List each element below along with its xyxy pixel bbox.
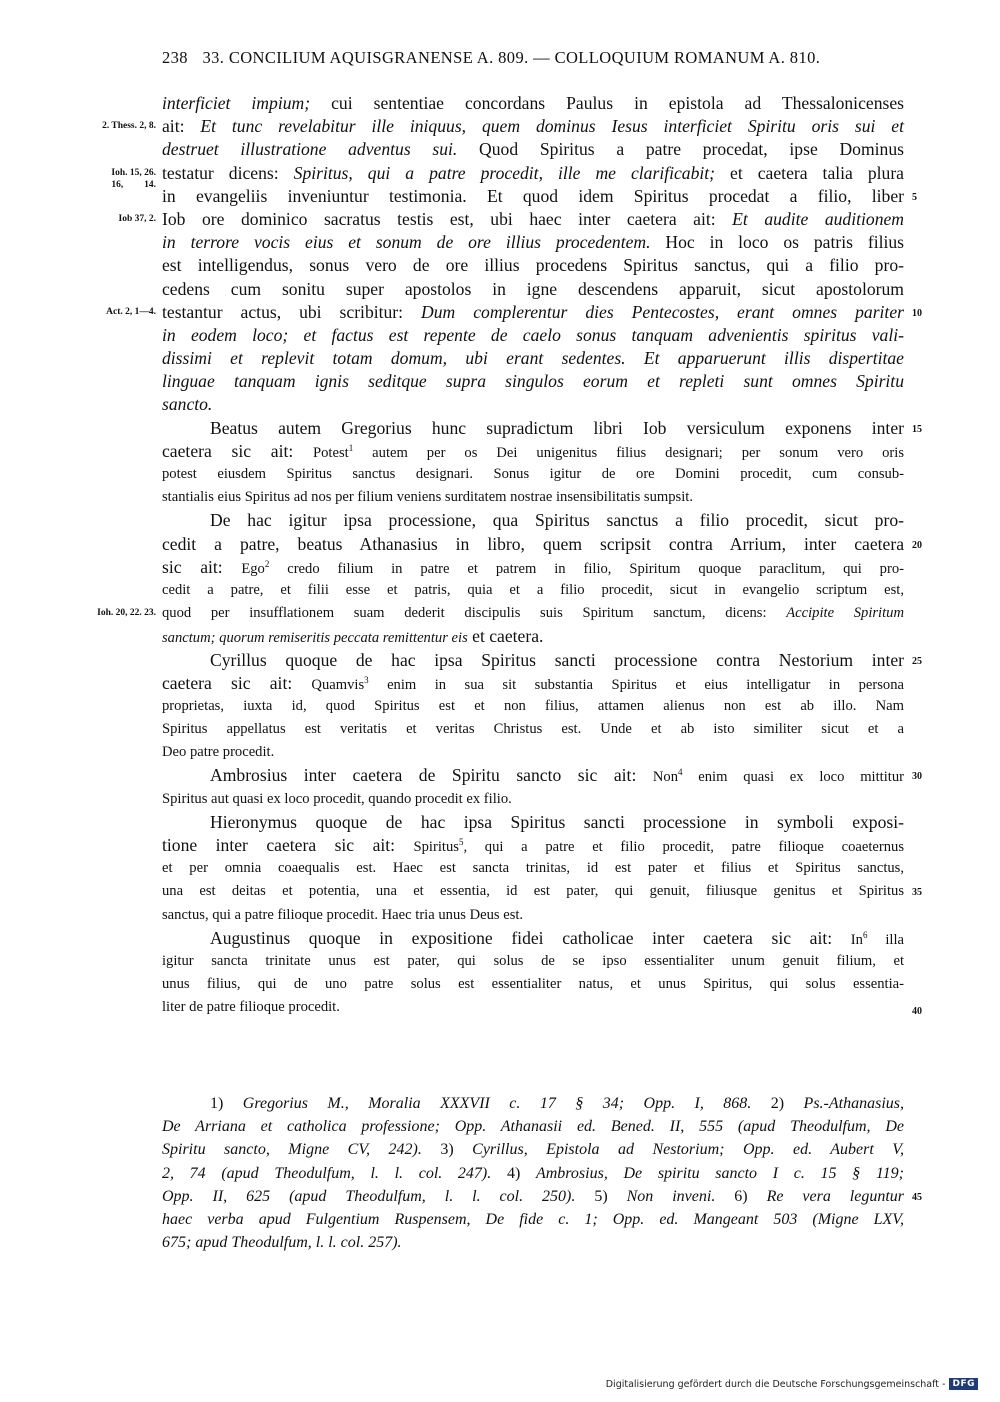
- footnote-ref: 1: [348, 442, 354, 453]
- footnote-ref: 4: [678, 767, 683, 778]
- text-line: Act. 2, 1—4. testantur actus, ubi scribitur: Dum complerentur dies Pentecostes, erant omnes pariter 10: [162, 301, 904, 324]
- dfg-logo: DFG: [949, 1378, 978, 1390]
- footnote-line: 1) Gregorius M., Moralia XXXVII c. 17 § 34; Opp. I, 868. 2) Ps.-Athanasius,: [210, 1095, 904, 1112]
- text-line: Spiritus aut quasi ex loco procedit, quando procedit ex filio.: [162, 790, 512, 807]
- text-line: destruet illustratione adventus sui. Quod Spiritus a patre procedat, ipse Dominus: [162, 139, 904, 160]
- line-number: 10: [912, 307, 922, 319]
- text-line: dissimi et replevit totam domum, ubi erant sedentes. Et apparuerunt illis dispertitae: [162, 348, 904, 369]
- text-line: igitur sancta trinitate unus est pater, qui solus de se ipso essentialiter unum genuit filium, et: [162, 952, 904, 969]
- footnote-line: 2, 74 (apud Theodulfum, l. l. col. 247). 4) Ambrosius, De spiritu sancto I c. 15 § 119;: [162, 1164, 904, 1182]
- margin-reference: Iob 37, 2.: [118, 213, 156, 224]
- margin-reference: Act. 2, 1—4.: [106, 306, 156, 317]
- footnote-ref: 2: [264, 558, 270, 569]
- text-line: cedit a patre, et filii esse et patris, quia et a filio procedit, sicut in evangelio scriptum est,: [162, 581, 904, 598]
- text-line: interficiet impium; cui sententiae concordans Paulus in epistola ad Thessalonicenses: [162, 93, 904, 113]
- digitization-credit: [606, 1378, 978, 1390]
- line-number: 30: [912, 771, 922, 783]
- text-line: Spiritus appellatus est veritatis et veritas Christus est. Unde et ab isto similiter sicut et a: [162, 721, 904, 738]
- text-line: Deo patre procedit.: [162, 744, 275, 761]
- text-line: unus filius, qui de uno patre solus est essentialiter natus, et unus Spiritus, qui solus essentia-: [162, 976, 904, 993]
- text-line: 2. Thess. 2, 8. ait: Et tunc revelabitur ille iniquus, quem dominus Iesus interficiet Spiritu oris sui et: [102, 116, 905, 137]
- main-text: [97, 92, 922, 1020]
- text-line: linguae tanquam ignis seditque supra singulos eorum et repleti sunt omnes Spiritu: [162, 371, 904, 392]
- margin-reference: Ioh. 20, 22. 23.: [97, 608, 156, 619]
- header-title: 33. CONCILIUM AQUISGRANENSE A. 809. — COLLOQUIUM ROMANUM A. 810.: [202, 48, 821, 67]
- margin-reference: 2. Thess. 2, 8.: [102, 121, 156, 132]
- text-line: De hac igitur ipsa processione, qua Spiritus sanctus a filio procedit, sicut pro-: [210, 510, 904, 531]
- text-line: et per omnia coaequalis est. Haec est sancta trinitas, id est pater et filius et Spiritus sanctus,: [162, 860, 904, 877]
- margin-reference: Ioh. 15, 26. 16, 14.: [111, 167, 156, 190]
- text-line: sic ait: Ego$^2$ credo filium in patre et patrem in filio, Spiritum quoque paraclitum, qui pro-: [162, 556, 904, 577]
- text-line: sancto.: [162, 394, 213, 415]
- text-line: cedit a patre, beatus Athanasius in libro, quem scripsit contra Arrium, inter caetera 20: [162, 533, 904, 556]
- text-line: caetera sic ait: Potest$^1$ autem per os Dei unigenitus filius designari; per sonum vero oris: [162, 440, 904, 461]
- page-number: 238: [162, 48, 188, 67]
- text-line: Hieronymus quoque de hac ipsa Spiritus sancti processione in symboli exposi-: [210, 811, 904, 832]
- credit-text: Digitalisierung gefördert durch die Deutsche Forschungsgemeinschaft -: [605, 1378, 946, 1390]
- text-line: in eodem loco; et factus est repente de caelo sonus tanquam advenientis spiritus vali-: [162, 324, 904, 345]
- text-line: Cyrillus quoque de hac ipsa Spiritus sancti processione contra Nestorium inter 25: [162, 649, 904, 672]
- text-line: tione inter caetera sic ait: Spiritus$^5$, qui a patre et filio procedit, patre filioque coaeternus: [162, 835, 904, 855]
- text-line: Beatus autem Gregorius hunc supradictum libri Iob versiculum exponens inter 15: [162, 417, 904, 440]
- text-line: Ioh. 15, 26. 16, 14. testatur dicens: Spiritus, qui a patre procedit, ille me clarificabit; et caetera talia plura: [111, 162, 904, 190]
- text-line: sanctus, qui a patre filioque procedit. Haec tria unus Deus est.: [162, 906, 524, 923]
- text-line: Ioh. 20, 22. 23. quod per insufflationem suam dederit discipulis suis Spiritum sanctum, dicens: Accipite Spiritum: [162, 602, 904, 625]
- text-line: Augustinus quoque in expositione fidei catholicae inter caetera sic ait: In$^6$ illa: [210, 927, 904, 948]
- text-line: proprietas, iuxta id, quod Spiritus est et non filius, attamen alienus non est ab illo. Nam: [162, 697, 904, 714]
- footnote-line: 675; apud Theodulfum, l. l. col. 257).: [162, 1234, 402, 1252]
- text-line: sanctum; quorum remiseritis peccata remittentur eis et caetera.: [162, 626, 544, 647]
- line-number: 5: [912, 191, 917, 203]
- line-number: 20: [912, 539, 922, 551]
- line-number: 40: [912, 1006, 922, 1018]
- text-line: caetera sic ait: Quamvis$^3$ enim in sua sit substantia Spiritus et eius intelligatur in persona: [162, 672, 904, 693]
- footnote-line: haec verba apud Fulgentium Ruspensem, De fide c. 1; Opp. ed. Mangeant 503 (Migne LXV,: [162, 1210, 904, 1228]
- text-line: cedens cum sonitu super apostolos in igne descendens apparuit, sicut apostolorum: [162, 278, 904, 299]
- footnote-line: Opp. II, 625 (apud Theodulfum, l. l. col. 250). 5) Non inveni. 6) Re vera leguntur 45: [162, 1185, 904, 1208]
- text-line: in terrore vocis eius et sonum de ore illius procedentem. Hoc in loco os patris filius: [162, 232, 904, 253]
- text-line: stantialis eius Spiritus ad nos per filium veniens surditatem nostrae insensibilitatis sumpsit.: [162, 489, 693, 506]
- text-line: Iob 37, 2. Iob ore dominico sacratus testis est, ubi haec inter caetera ait: Et audite auditionem: [118, 208, 905, 229]
- text-line: potest eiusdem Spiritus sanctus designari. Sonus igitur de ore Domini procedit, cum consub-: [162, 466, 904, 482]
- footnote-ref: 3: [364, 674, 369, 685]
- line-number: 25: [912, 655, 922, 667]
- text-line: est intelligendus, sonus vero de ore illius procedens Spiritus sanctus, qui a filio pro-: [162, 255, 904, 276]
- text-line: una est deitas et potentia, una et essentia, id est pater, qui genuit, filiusque genitus et Spiritus 35: [162, 880, 904, 903]
- footnote-line: De Arriana et catholica professione; Opp. Athanasii ed. Bened. II, 555 (apud Theodulfum, De: [162, 1118, 904, 1136]
- text-line: Ambrosius inter caetera de Spiritu sancto sic ait: Non$^4$ enim quasi ex loco mittitur 30: [162, 764, 904, 787]
- text-line: in evangeliis inveniuntur testimonia. Et quod idem Spiritus procedat a filio, liber 5: [162, 185, 904, 208]
- line-number: 15: [912, 423, 922, 435]
- line-number: 35: [912, 887, 922, 899]
- line-number: 45: [912, 1191, 922, 1203]
- footnote-ref: 6: [862, 929, 868, 940]
- footnote-line: Spiritu sancto, Migne CV, 242). 3) Cyrillus, Epistola ad Nestorium; Opp. ed. Aubert V,: [162, 1141, 905, 1159]
- footnotes: [162, 1092, 922, 1254]
- running-header: [162, 48, 820, 68]
- footnote-ref: 5: [458, 837, 464, 847]
- text-line: liter de patre filioque procedit. 40: [162, 996, 904, 1019]
